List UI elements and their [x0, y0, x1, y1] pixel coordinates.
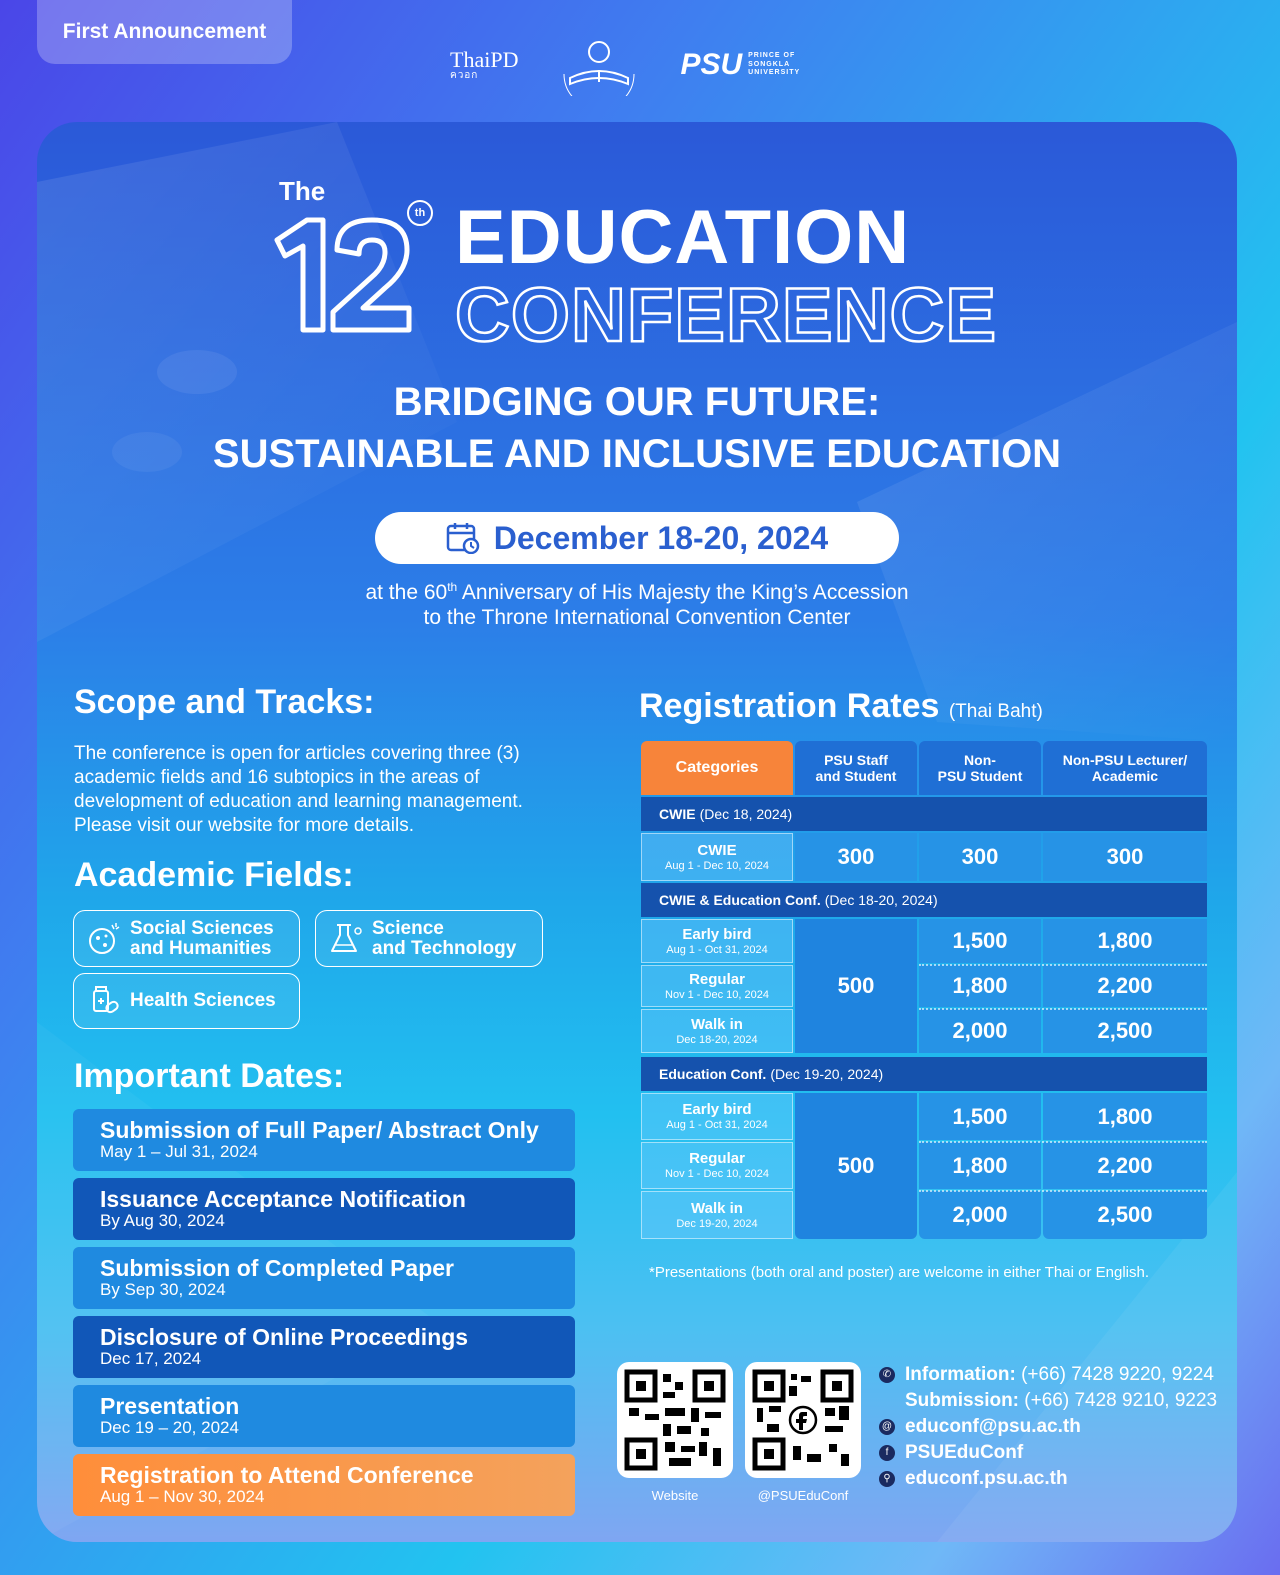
phone-icon: ✆ [879, 1367, 895, 1383]
facebook-qr-code[interactable] [745, 1362, 861, 1478]
website-qr-code[interactable] [617, 1362, 733, 1478]
combo-walkin-non-psu: 2,000 [919, 1009, 1041, 1053]
divider [919, 964, 1207, 966]
contact-submission-phone: Submission: (+66) 7428 9210, 9223 [905, 1390, 1218, 1411]
title-the: The [279, 176, 326, 206]
date-item-acceptance: Issuance Acceptance Notification By Aug 30, 2024 [73, 1178, 575, 1240]
facebook-icon: f [879, 1445, 895, 1461]
academic-fields-heading: Academic Fields: [74, 856, 354, 894]
scope-heading: Scope and Tracks: [74, 683, 375, 721]
main-panel [37, 122, 1237, 1542]
combo-early-lecturer: 1,800 [1043, 919, 1207, 963]
date-item-proceedings: Disclosure of Online Proceedings Dec 17, 2024 [73, 1316, 575, 1378]
contact-email[interactable]: @ educonf@psu.ac.th [879, 1414, 1217, 1440]
combo-regular: Regular Nov 1 - Dec 10, 2024 [641, 965, 793, 1007]
cwie-lecturer-rate: 300 [1043, 833, 1207, 881]
edu-early-non-psu: 1,500 [919, 1093, 1041, 1140]
combo-regular-lecturer: 2,200 [1043, 965, 1207, 1007]
band-cwie-education: CWIE & Education Conf. (Dec 18-20, 2024) [641, 883, 1207, 917]
contact-website[interactable]: ⚲ educonf.psu.ac.th [879, 1466, 1217, 1492]
date-item-presentation: Presentation Dec 19 – 20, 2024 [73, 1385, 575, 1447]
presentation-language-note: *Presentations (both oral and poster) are welcome in either Thai or English. [649, 1264, 1149, 1281]
date-item-full-paper: Submission of Full Paper/ Abstract Only May 1 – Jul 31, 2024 [73, 1109, 575, 1171]
organizer-logos [450, 30, 830, 100]
edu-regular: Regular Nov 1 - Dec 10, 2024 [641, 1142, 793, 1189]
edu-walkin-lecturer: 2,500 [1043, 1191, 1207, 1239]
band-education: Education Conf. (Dec 19-20, 2024) [641, 1057, 1207, 1091]
edu-walkin-non-psu: 2,000 [919, 1191, 1041, 1239]
ordinal-badge: th [407, 200, 433, 226]
cwie-psu-rate: 300 [795, 833, 917, 881]
globe-icon [86, 921, 122, 957]
venue-line-1: at the 60th Anniversary of His Majesty the King’s Accession [365, 580, 909, 604]
conference-seal-icon [560, 34, 638, 96]
website-qr-label: Website [651, 1488, 699, 1503]
date-item-completed-paper: Submission of Completed Paper By Sep 30, 2024 [73, 1247, 575, 1309]
medicine-icon [86, 983, 122, 1019]
conference-date: December 18-20, 2024 [493, 519, 829, 556]
contact-information-phone: ✆ Information: (+66) 7428 9220, 9224 [879, 1362, 1217, 1388]
divider [919, 1190, 1207, 1192]
psu-logo: PSU PRINCE OF SONGKLA UNIVERSITY [680, 48, 801, 81]
row-cwie-category: CWIE Aug 1 - Dec 10, 2024 [641, 833, 793, 881]
header-non-psu-lecturer: Non-PSU Lecturer/ Academic [1043, 741, 1207, 795]
important-dates-list [73, 1109, 575, 1523]
title-conference: CONFERENCE [455, 273, 998, 358]
flask-icon [328, 921, 364, 957]
combo-walkin-lecturer: 2,500 [1043, 1009, 1207, 1053]
number-twelve-graphic [267, 200, 427, 340]
announcement-badge: First Announcement [37, 0, 292, 64]
venue-line-2: to the Throne International Convention Center [423, 606, 851, 629]
registration-rates-heading: Registration Rates (Thai Baht) [639, 687, 1043, 725]
thaipod-logo: ThaiPD ควอก [450, 47, 519, 81]
header-psu-staff: PSU Staff and Student [795, 741, 917, 795]
combo-walk-in: Walk in Dec 18-20, 2024 [641, 1009, 793, 1053]
edu-regular-non-psu: 1,800 [919, 1142, 1041, 1189]
theme-line-2: SUSTAINABLE AND INCLUSIVE EDUCATION [212, 432, 1062, 476]
facebook-qr-label: @PSUEduConf [757, 1488, 849, 1503]
edu-early-bird: Early bird Aug 1 - Oct 31, 2024 [641, 1093, 793, 1140]
email-icon: @ [879, 1419, 895, 1435]
edu-psu-rate: 500 [795, 1093, 917, 1239]
divider [919, 1141, 1207, 1143]
important-dates-heading: Important Dates: [74, 1057, 345, 1095]
field-health-sciences: Health Sciences [73, 973, 300, 1029]
contact-facebook[interactable]: f PSUEduConf [879, 1440, 1217, 1466]
divider [919, 1008, 1207, 1010]
conference-date-pill [375, 512, 899, 564]
edu-walk-in: Walk in Dec 19-20, 2024 [641, 1191, 793, 1239]
cwie-non-psu-rate: 300 [919, 833, 1041, 881]
field-social-sciences: Social Sciences and Humanities [73, 910, 300, 967]
combo-early-non-psu: 1,500 [919, 919, 1041, 963]
scope-description: The conference is open for articles covering three (3) academic fields and 16 subtopics in the areas of development of education and learning management. Please visit our website for more details. [74, 743, 523, 836]
header-non-psu-student: Non- PSU Student [919, 741, 1041, 795]
title-education: EDUCATION [455, 195, 911, 280]
edu-regular-lecturer: 2,200 [1043, 1142, 1207, 1189]
link-icon: ⚲ [879, 1471, 895, 1487]
conference-title [267, 172, 1027, 358]
header-categories: Categories [641, 741, 793, 795]
date-item-registration: Registration to Attend Conference Aug 1 – Nov 30, 2024 [73, 1454, 575, 1516]
combo-early-bird: Early bird Aug 1 - Oct 31, 2024 [641, 919, 793, 963]
calendar-icon [446, 522, 480, 554]
band-cwie: CWIE (Dec 18, 2024) [641, 797, 1207, 831]
combo-regular-non-psu: 1,800 [919, 965, 1041, 1007]
combo-psu-rate: 500 [795, 919, 917, 1053]
theme-line-1: BRIDGING OUR FUTURE: [393, 380, 881, 424]
field-science-technology: Science and Technology [315, 910, 543, 967]
contact-info [879, 1362, 1217, 1492]
edu-early-lecturer: 1,800 [1043, 1093, 1207, 1140]
